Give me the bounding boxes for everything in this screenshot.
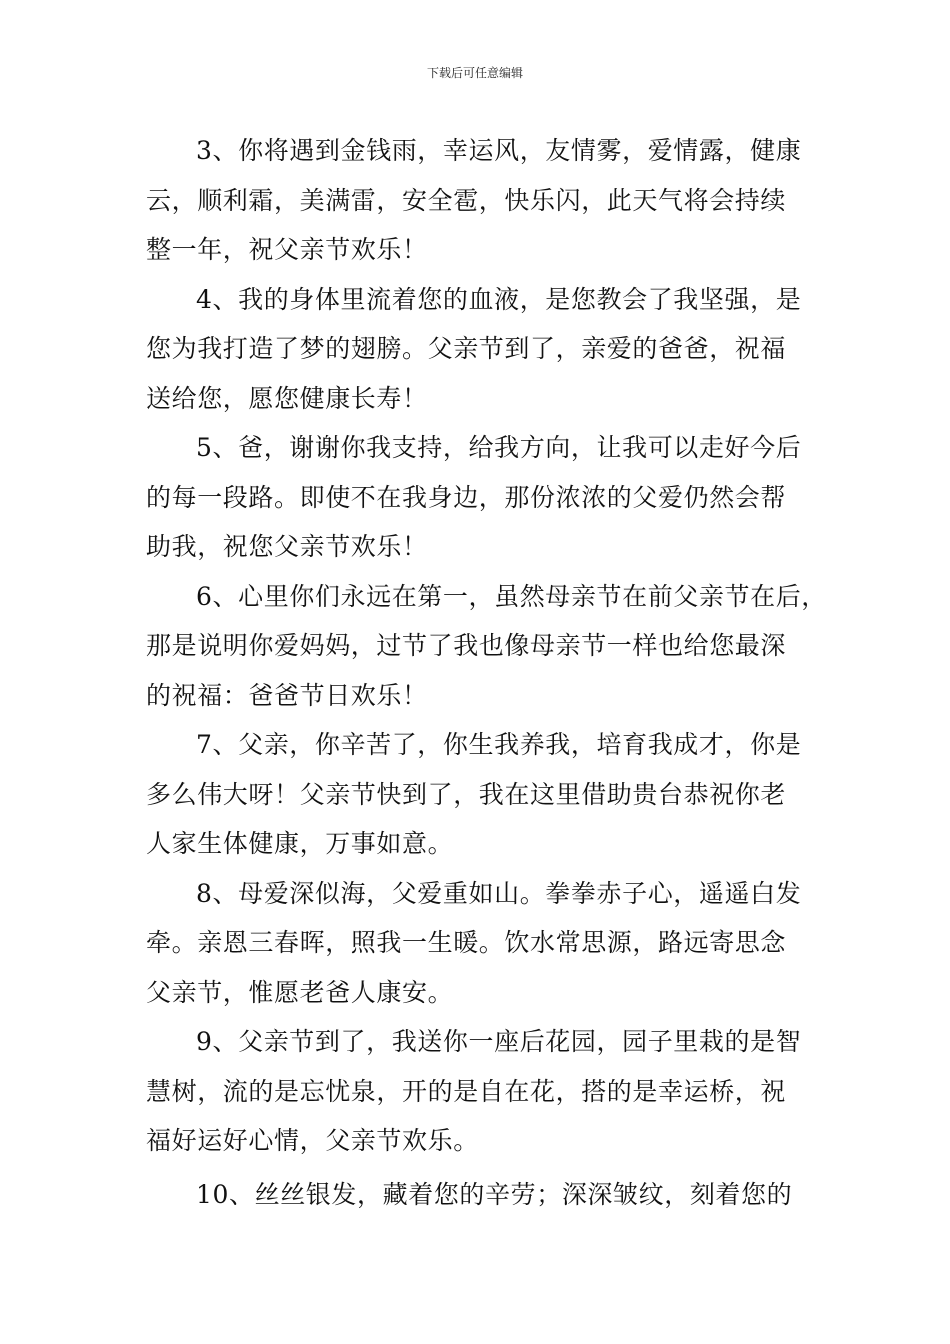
text-line: 4、我的身体里流着您的血液，是您教会了我坚强，是 — [196, 284, 802, 314]
text-line: 福好运好心情，父亲节欢乐。 — [146, 1126, 479, 1155]
text-line: 10、丝丝银发，藏着您的辛劳；深深皱纹，刻着您的 — [196, 1180, 793, 1209]
text-line: 多么伟大呀！父亲节快到了，我在这里借助贵台恭祝你老 — [146, 779, 787, 809]
text-line: 3、你将遇到金钱雨，幸运风，友情雾，爱情露，健康 — [196, 136, 802, 165]
text-line: 助我，祝您父亲节欢乐！ — [146, 532, 428, 561]
text-line: 牵。亲恩三春晖，照我一生暖。饮水常思源，路远寄思念 — [146, 928, 787, 957]
paragraph-3 — [146, 126, 826, 275]
text-line: 的祝福：爸爸节日欢乐！ — [146, 680, 428, 710]
text-line: 父亲节，惟愿老爸人康安。 — [146, 977, 454, 1007]
text-line: 送给您，愿您健康长寿！ — [146, 383, 428, 413]
paragraph-6 — [146, 572, 826, 721]
text-line: 云，顺利霜，美满雷，安全雹，快乐闪，此天气将会持续 — [146, 185, 787, 215]
text-line: 那是说明你爱妈妈，过节了我也像母亲节一样也给您最深 — [146, 631, 787, 660]
text-line: 的每一段路。即使不在我身边，那份浓浓的父爱仍然会帮 — [146, 482, 787, 512]
text-line: 7、父亲，你辛苦了，你生我养我，培育我成才，你是 — [196, 730, 802, 759]
text-line: 您为我打造了梦的翅膀。父亲节到了，亲爱的爸爸，祝福 — [146, 334, 787, 363]
text-line: 人家生体健康，万事如意。 — [146, 829, 454, 858]
text-line: 5、爸，谢谢你我支持，给我方向，让我可以走好今后 — [196, 433, 802, 462]
paragraph-10 — [146, 1170, 826, 1220]
page-header: 下载后可任意编辑 — [426, 66, 523, 80]
text-line: 8、母爱深似海，父爱重如山。拳拳赤子心，遥遥白发 — [196, 878, 802, 908]
text-line: 9、父亲节到了，我送你一座后花园，园子里栽的是智 — [196, 1027, 802, 1056]
paragraph-9 — [146, 1017, 826, 1166]
text-line: 整一年，祝父亲节欢乐！ — [146, 235, 428, 264]
paragraph-7 — [146, 720, 826, 869]
text-line: 6、心里你们永远在第一，虽然母亲节在前父亲节在后， — [196, 581, 827, 611]
paragraph-8 — [146, 869, 826, 1018]
paragraph-5 — [146, 423, 826, 572]
text-line: 慧树，流的是忘忧泉，开的是自在花，搭的是幸运桥，祝 — [146, 1076, 787, 1106]
paragraph-4 — [146, 275, 826, 424]
